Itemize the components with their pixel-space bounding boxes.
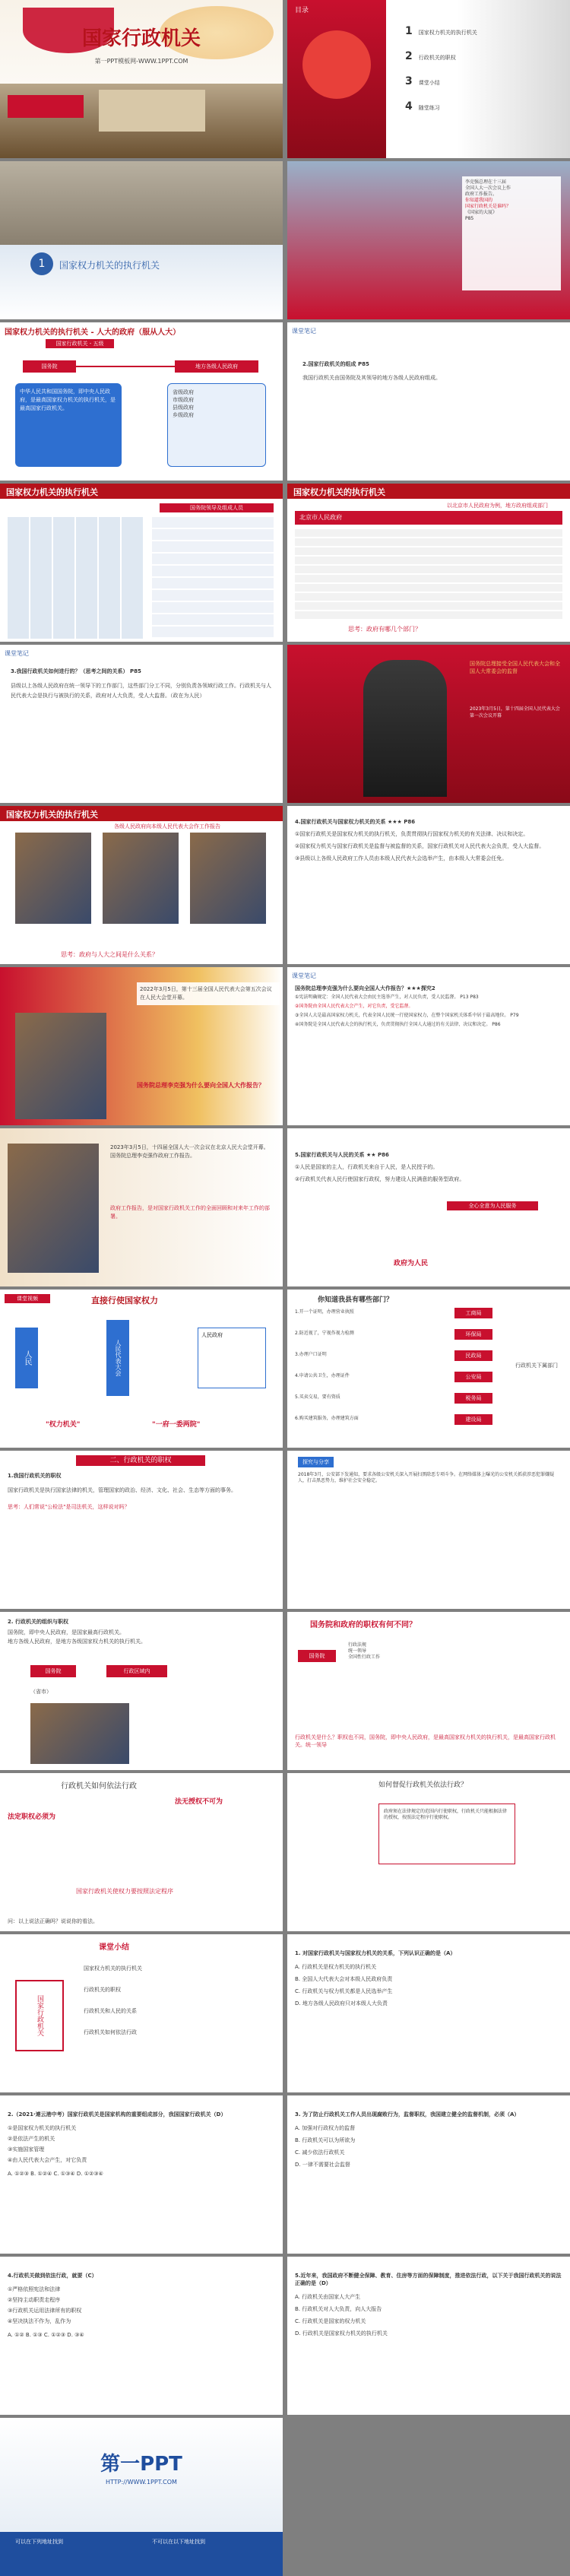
slide-powers: 二、行政机关的职权 1.我国行政机关的职权 国家行政机关是执行国家法律的机关，管理国家的政治、经济、文化、社会、生态等方面的事务。 思考：人们常说"公检法"是司法机关，这样说对吗？ xyxy=(0,1451,283,1609)
slide-q5: 5.近年来，我国政府不断健全保障、教育、住房等方面的保障制度，推进依法行政，以下关于我国行政机关的说法正确的是（D） A. 行政机关由国家人大产生 B. 行政机关对人大负责，向人大报告 C. 行政机关是国家的权力机关 D. 行政机关是国家权力机关的执行机关 xyxy=(287,2257,570,2415)
catalog-item[interactable]: 课堂小结 xyxy=(418,80,440,86)
slide-relation-4: 4.国家行政机关与国家权力机关的关系 ★★★ P86 ①国家行政机关是国家权力机关的执行机关，负责贯彻执行国家权力机关的有关法律、决议和决定。 ②国家权力机关与国家行政机关是监督与被监督的关系，国家行政机关对人民代表大会负责，受人大监督。 ③县级以上各级人民政府工作人员由本级人民代表大会选举产生，由本级人大常委会任免。 xyxy=(287,806,570,964)
slide-q4: 4.行政机关做到依法行政，就要（C） ①严格依照宪法和法律 ②坚持主动职责走程序 ③行政机关运用法律所有的职权 ④坚决执法不作为，乱作为 A. ①② B. ①③ C. ①②③ D. ③④ xyxy=(0,2257,283,2415)
slide-li-keqiang: 李克强总理在十三届 全国人大一次会议上作 政府工作报告。 你知道我国的 国家行政机关是谁吗？ 《国家的大厦》 P85 xyxy=(287,161,570,319)
slide-q3: 3. 为了防止行政机关工作人员出现腐败行为，监督职权，我国建立健全的监督机制，必须（A） A. 加强对行政权力的监督 B. 行政机关可以为所欲为 C. 减少依法行政机关 D. 一律不需要社会监督 xyxy=(287,2095,570,2254)
catalog-item[interactable]: 国家权力机关的执行机关 xyxy=(418,30,477,36)
slide-summary: 课堂小结 国家行政机关 国家权力机关的执行机关 行政机关的职权 行政机关和人民的关系 行政机关如何依法行政 xyxy=(0,1934,283,2092)
slide-power-diagram: 课堂视频 直接行使国家权力 人民 人民代表大会 人民政府 "权力机关" "一府一委两院" xyxy=(0,1290,283,1448)
slide-supervise: 如何督促行政机关依法行政？ 政府须在法律规定的范围内行使职权，行政机关只能根据法律的授权，按照法定程序行使职权。 xyxy=(287,1773,570,1931)
title: 国家行政机关 xyxy=(81,27,201,50)
catalog-item[interactable]: 随堂练习 xyxy=(418,105,440,111)
slide-executive-organ: 国家权力机关的执行机关 - 人大的政府（服从人大） 国家行政机关 - 五级 国务院 地方各级人民政府 中华人民共和国国务院，即中央人民政府，是最高国家权力机关的执行机关，是最高国家行政机关。 省级政府 市级政府 县级政府 乡级政府 xyxy=(0,322,283,481)
slide-note-3: 课堂笔记 3.我国行政机关如何进行的？（思考之间的关系） P85 县级以上各级人民政府在统一领导下的工作部门，这些部门分工不同，分别负责各领域行政工作。行政机关与人民代表大会是执行与被执行的关系，政府对人大负责，受人大监督。（政在为人民） xyxy=(0,645,283,803)
slide-title xyxy=(0,0,283,158)
slide-section-1 xyxy=(0,161,283,319)
slide-organization: 2. 行政机关的组织与职权 国务院，即中央人民政府，是国家最高行政机关。 地方各级人民政府，是地方各级国家权力机关的执行机关。 国务院 行政区域内 （省市） xyxy=(0,1612,283,1770)
slide-lawful: 行政机关如何依法行政 法定职权必须为 法无授权不可为 国家行政机关使权力要按照法定程序 问：以上说法正确吗？说说你的看法。 xyxy=(0,1773,283,1931)
slide-relation-5: 5.国家行政机关与人民的关系 ★★ P86 ①人民是国家的主人，行政机关来自于人民，是人民授予的。 ②行政机关代表人民行使国家行政权，努力建设人民满意的服务型政府。 全心全意为人民服务 政府为人民 xyxy=(287,1128,570,1286)
slide-explore: 探究与分享 2018年3月，公安部下发通知，要求各级公安机关深入开展扫黑除恶专项斗争。在网络媒体上曝光的公安机关抓获涉恶犯罪嫌疑人，打击黑恶势力，维护社会安全稳定。 xyxy=(287,1451,570,1609)
section-title: 国家权力机关的执行机关 xyxy=(59,260,160,271)
catalog-label: 目录 xyxy=(295,7,309,14)
catalog-list: 1 国家权力机关的执行机关 2 行政机关的职权 3 课堂小结 4 随堂练习 xyxy=(405,25,477,113)
slide-state-council: 国家权力机关的执行机关 国务院领导及组成人员 xyxy=(0,484,283,642)
section-number: 1 xyxy=(30,252,53,275)
slide-report-to-npc: 国家权力机关的执行机关 各级人民政府向本级人民代表大会作工作报告 思考：政府与人大之间是什么关系？ xyxy=(0,806,283,964)
slide-note-2: 课堂笔记 2.国家行政机关的组成 P85 我国行政机关由国务院及其领导的地方各级人民政府组成。 xyxy=(287,322,570,481)
slide-ending: 第一PPT HTTP://WWW.1PPT.COM 可以在下列地址找到 不可以在以下地址找到 xyxy=(0,2418,283,2576)
slide-note-report: 课堂笔记 国务院总理李克强为什么要向全国人大作报告？★★★探究2 ①宪法明确规定：全国人民代表大会由民主选举产生，对人民负责，受人民监督。 P13 P83 ②国务院由全国人民代表大会产生，对它负责，受它监督。 ③全国人大是最高国家权力机关，代表全国人民统一行使国家权力，在整个国家机关体系中居于最高地位。 P79 ④国务院是全国人民代表大会的执行机关，负责贯彻执行全国人大通过的有关法律、决议和决定。 P86 xyxy=(287,967,570,1125)
slide-beijing-gov: 国家权力机关的执行机关 以北京市人民政府为例，地方政府组成部门 北京市人民政府 思考：政府有哪几个部门？ xyxy=(287,484,570,642)
slide-title: 国家权力机关的执行机关 - 人大的政府（服从人大） xyxy=(5,328,181,337)
slide-q2: 2.（2021·連云港中考）国家行政机关是国家机构的重要组成部分，我国国家行政机关（D） ①是国家权力机关的执行机关 ②是依法产生的机关 ③实施国家管理 ④由人民代表大会产生，对它负责 A. ①②③ B. ①②④ C. ①③④ D. ①②③④ xyxy=(0,2095,283,2254)
slide-catalog xyxy=(287,0,570,158)
slide-q1: 1. 对国家行政机关与国家权力机关的关系，下列认识正确的是（A） A. 行政机关是权力机关的执行机关 B. 全国人大代表大会对本级人民政府负责 C. 行政机关与权力机关都是人民选举产生 D. 地方各级人民政府只对本级人大负责 xyxy=(287,1934,570,2092)
logo: 第一PPT xyxy=(100,2453,182,2476)
slide-difference: 国务院和政府的职权有何不同？ 国务院 行政法规 统一领导 全国性行政工作 行政机关是什么？职权也不同，国务院，即中央人民政府，是最高国家权力机关的执行机关，是最高国家行政机关。统一领导 xyxy=(287,1612,570,1770)
slide-2022-npc: 2022年3月5日，第十三届全国人民代表大会第五次会议在人民大会堂开幕。 国务院总理李克强为什么要向全国人大作报告？ xyxy=(0,967,283,1125)
site: 第一PPT模板网-WWW.1PPT.COM xyxy=(94,58,188,65)
slide-premier-report: 国务院总理接受全国人民代表大会和全国人大常委会的监督 2023年3月5日，第十四届全国人民代表大会第一次会议开幕 xyxy=(287,645,570,803)
slide-departments: 你知道我县有哪些部门？ 1.开一个证明，办理营业执照 2.防近视了，宁视作视力检测 3.办理户口证明 4.申请公共卫生，办理证件 5.买卖交易，要有资质 6.购买建筑服务，办理建筑方面 工商局 环保局 民政局 公安局 税务局 建设局 行政机关下属部门 xyxy=(287,1290,570,1448)
slide-gov-report: 2023年3月5日，十四届全国人大一次会议在北京人民大会堂开幕。国务院总理李克强作政府工作报告。 政府工作报告，是对国家行政机关工作的全面回顾和对来年工作的部署。 xyxy=(0,1128,283,1286)
catalog-item[interactable]: 行政机关的职权 xyxy=(418,55,456,61)
